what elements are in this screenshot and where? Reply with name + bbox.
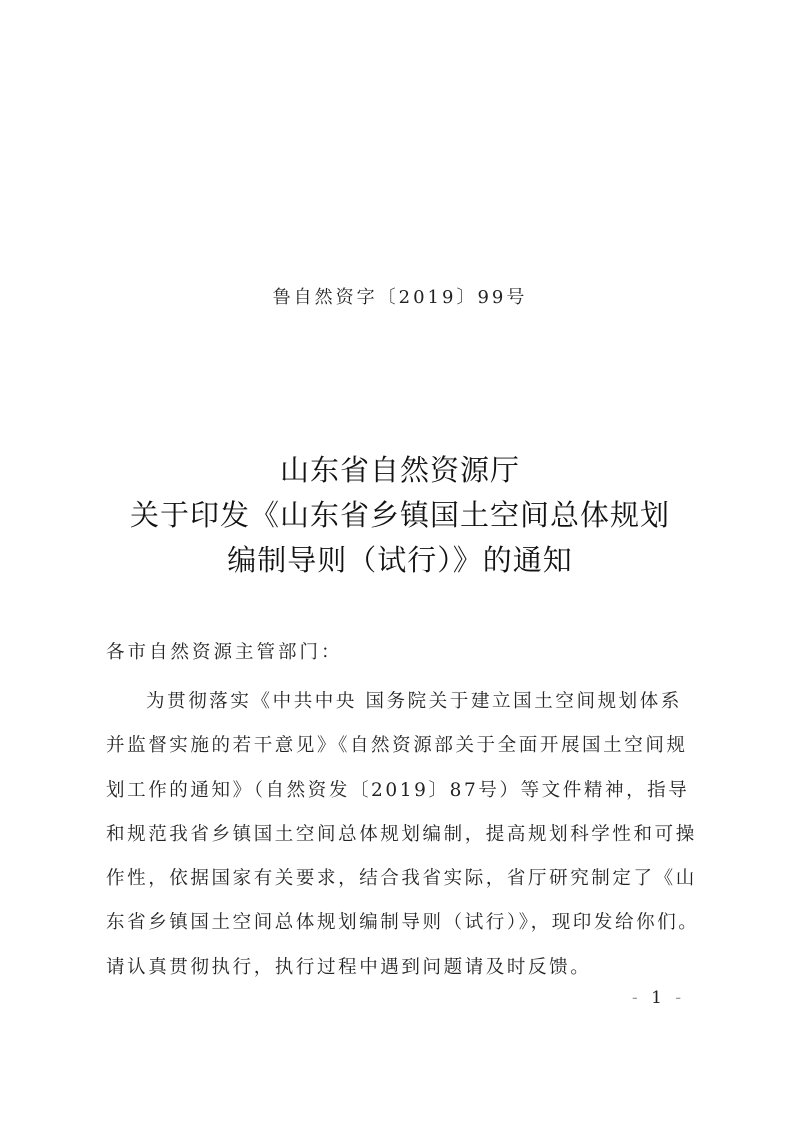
page-number (632, 988, 685, 1008)
body-paragraph (106, 680, 706, 990)
body-line-4: 和规范我省乡镇国土空间总体规划编制，提高规划科学性和可操 (106, 823, 697, 845)
page-dash-right: - (675, 988, 686, 1008)
body-line-2: 并监督实施的若干意见》《自然资源部关于全面开展国土空间规 (106, 735, 688, 757)
title-line-3: 编制导则（试行）》的通知 (227, 543, 573, 577)
body-line-6: 东省乡镇国土空间总体规划编制导则（试行）》，现印发给你们。 (106, 912, 700, 934)
document-title (0, 448, 800, 583)
body-line-3: 划工作的通知》（自然资发〔2019〕87号）等文件精神，指导 (106, 779, 690, 801)
document-number: 鲁自然资字〔2019〕99号 (272, 287, 528, 308)
page-number-value: 1 (651, 988, 666, 1008)
body-line-7: 请认真贯彻执行，执行过程中遇到问题请及时反馈。 (106, 956, 592, 978)
body-line-1: 为贯彻落实《中共中央 国务院关于建立国土空间规划体系 (146, 691, 682, 712)
body-line-5: 作性，依据国家有关要求，结合我省实际，省厅研究制定了《山 (106, 868, 697, 890)
title-line-2: 关于印发《山东省乡镇国土空间总体规划 (129, 498, 670, 532)
page-dash-left: - (632, 988, 642, 1008)
title-line-1: 山东省自然资源厅 (279, 453, 520, 487)
salutation: 各市自然资源主管部门： (106, 642, 343, 663)
